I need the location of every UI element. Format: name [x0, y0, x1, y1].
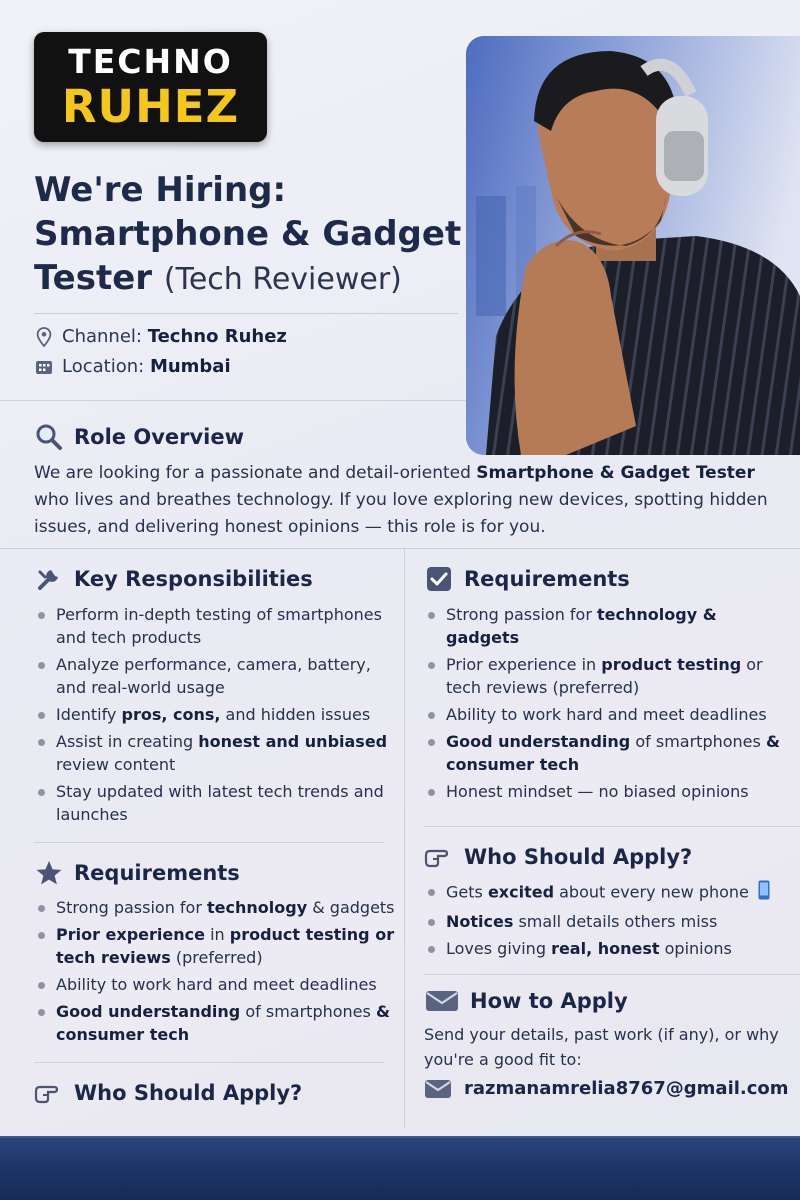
- title-line-2: Smartphone & Gadget: [34, 214, 462, 254]
- phone-icon: [758, 880, 770, 906]
- list-item: [34, 730, 404, 776]
- footer-band: [0, 1136, 800, 1200]
- brand-logo: [34, 32, 267, 142]
- wrench-icon: [34, 564, 64, 594]
- item-text: review content: [56, 755, 176, 774]
- overview-text-bold: Smartphone & Gadget Tester: [476, 463, 755, 483]
- envelope-icon: [424, 1079, 452, 1099]
- title-line-3-bold: Tester: [34, 258, 153, 298]
- item-bold: Good understanding: [446, 732, 631, 751]
- list-item: [34, 703, 404, 726]
- item-bold: pros, cons,: [121, 705, 221, 724]
- footer-stripe: [0, 1136, 800, 1138]
- overview-text-2: who lives and breathes technology. If you love exploring new devices, spotting hidden issues, and delivering honest opinions — this role is for you.: [34, 490, 768, 537]
- list-item: Stay updated with latest tech trends and launches: [34, 780, 404, 826]
- column-divider: [404, 548, 405, 1128]
- responsibilities-heading: [34, 564, 313, 594]
- pin-icon: [34, 327, 54, 347]
- responsibilities-list: [34, 603, 404, 830]
- title-subtitle: (Tech Reviewer): [163, 262, 402, 297]
- channel-label: Channel:: [62, 326, 142, 347]
- overview-text-1: We are looking for a passionate and detail-oriented: [34, 463, 477, 483]
- requirements-left-heading: [34, 858, 240, 888]
- list-item: Analyze performance, camera, battery, and real-world usage: [34, 653, 404, 699]
- how-to-apply-title: How to Apply: [470, 989, 628, 1013]
- contact-email[interactable]: [424, 1078, 789, 1099]
- list-item: [424, 880, 800, 906]
- item-text: about every new phone: [554, 882, 749, 902]
- logo-line-2: RUHEZ: [61, 80, 240, 133]
- list-item: [424, 603, 794, 649]
- list-item: Ability to work hard and meet deadlines: [424, 703, 794, 726]
- location-row: [34, 356, 231, 377]
- checkbox-icon: [424, 564, 454, 594]
- item-text: Loves giving: [446, 939, 552, 958]
- magnifier-icon: [34, 422, 64, 452]
- list-item: Ability to work hard and meet deadlines: [34, 973, 404, 996]
- hand-pointing-icon: [34, 1078, 64, 1108]
- item-text: of smartphones: [630, 732, 766, 751]
- location-label: Location:: [62, 356, 145, 377]
- item-text: opinions: [659, 939, 732, 958]
- item-text: Gets: [446, 882, 488, 902]
- divider: [424, 826, 800, 827]
- requirements-left-title: Requirements: [74, 861, 240, 885]
- item-text: Prior experience in: [446, 655, 602, 674]
- channel-value: Techno Ruhez: [147, 326, 287, 347]
- item-bold: technology & gadgets: [446, 605, 717, 647]
- title-line-1: We're Hiring:: [34, 170, 287, 210]
- item-text: Identify: [56, 705, 122, 724]
- role-overview-heading: [34, 422, 244, 452]
- item-bold: excited: [487, 882, 555, 902]
- item-bold: Notices: [446, 912, 514, 931]
- list-item: [34, 896, 404, 919]
- responsibilities-title: Key Responsibilities: [74, 567, 313, 591]
- envelope-icon: [424, 986, 460, 1016]
- item-text: (preferred): [170, 948, 263, 967]
- list-item: [424, 653, 794, 699]
- item-bold: technology: [207, 898, 308, 917]
- item-bold: Good understanding: [56, 1002, 241, 1021]
- logo-line-1: TECHNO: [68, 42, 233, 81]
- list-item: Honest mindset — no biased opinions: [424, 780, 794, 803]
- divider: [34, 313, 458, 314]
- item-bold: Prior experience: [56, 925, 205, 944]
- requirements-right-title: Requirements: [464, 567, 630, 591]
- requirements-right-heading: [424, 564, 630, 594]
- location-value: Mumbai: [149, 356, 231, 377]
- divider: [34, 842, 384, 843]
- who-should-apply-left-title: Who Should Apply?: [74, 1081, 303, 1105]
- divider: [0, 548, 800, 549]
- who-should-apply-right-heading: [424, 842, 692, 872]
- item-text: or tech reviews (preferred): [446, 655, 763, 697]
- list-item: [34, 1000, 404, 1046]
- how-to-apply-text: Send your details, past work (if any), or why you're a good fit to:: [424, 1025, 779, 1069]
- item-bold: product testing or tech reviews: [56, 925, 395, 967]
- item-text: Strong passion for: [56, 898, 208, 917]
- item-text: of smartphones: [240, 1002, 376, 1021]
- item-bold: honest and unbiased: [198, 732, 388, 751]
- hand-pointing-icon: [424, 842, 454, 872]
- item-text: Assist in creating: [56, 732, 199, 751]
- list-item: Perform in-depth testing of smartphones and tech products: [34, 603, 404, 649]
- title-line-3: [34, 256, 464, 302]
- item-bold: & consumer tech: [56, 1002, 390, 1044]
- list-item: [424, 937, 800, 960]
- who-should-apply-right-title: Who Should Apply?: [464, 845, 693, 869]
- divider: [0, 400, 466, 401]
- item-bold: & consumer tech: [446, 732, 780, 774]
- item-text: Strong passion for: [446, 605, 598, 624]
- item-text: & gadgets: [307, 898, 395, 917]
- page-title: [34, 168, 464, 302]
- item-text: in: [204, 925, 230, 944]
- email-address[interactable]: razmanamrelia8767@gmail.com: [464, 1078, 789, 1099]
- building-icon: [34, 358, 54, 376]
- role-overview-title: Role Overview: [74, 425, 245, 449]
- item-text: and hidden issues: [220, 705, 371, 724]
- item-bold: product testing: [601, 655, 742, 674]
- star-icon: [34, 858, 64, 888]
- who-should-apply-left-heading: [34, 1078, 302, 1108]
- who-should-apply-list: [424, 880, 800, 964]
- role-overview-text: [34, 460, 774, 541]
- channel-row: [34, 326, 287, 347]
- divider: [34, 1062, 384, 1063]
- list-item: [424, 730, 794, 776]
- item-bold: real, honest: [551, 939, 660, 958]
- reviewer-photo: [466, 36, 800, 455]
- item-text: small details others miss: [513, 912, 718, 931]
- list-item: [424, 910, 800, 933]
- list-item: [34, 923, 404, 969]
- divider: [424, 974, 800, 975]
- requirements-left-list: [34, 896, 404, 1050]
- requirements-right-list: [424, 603, 794, 807]
- how-to-apply-heading: [424, 986, 628, 1016]
